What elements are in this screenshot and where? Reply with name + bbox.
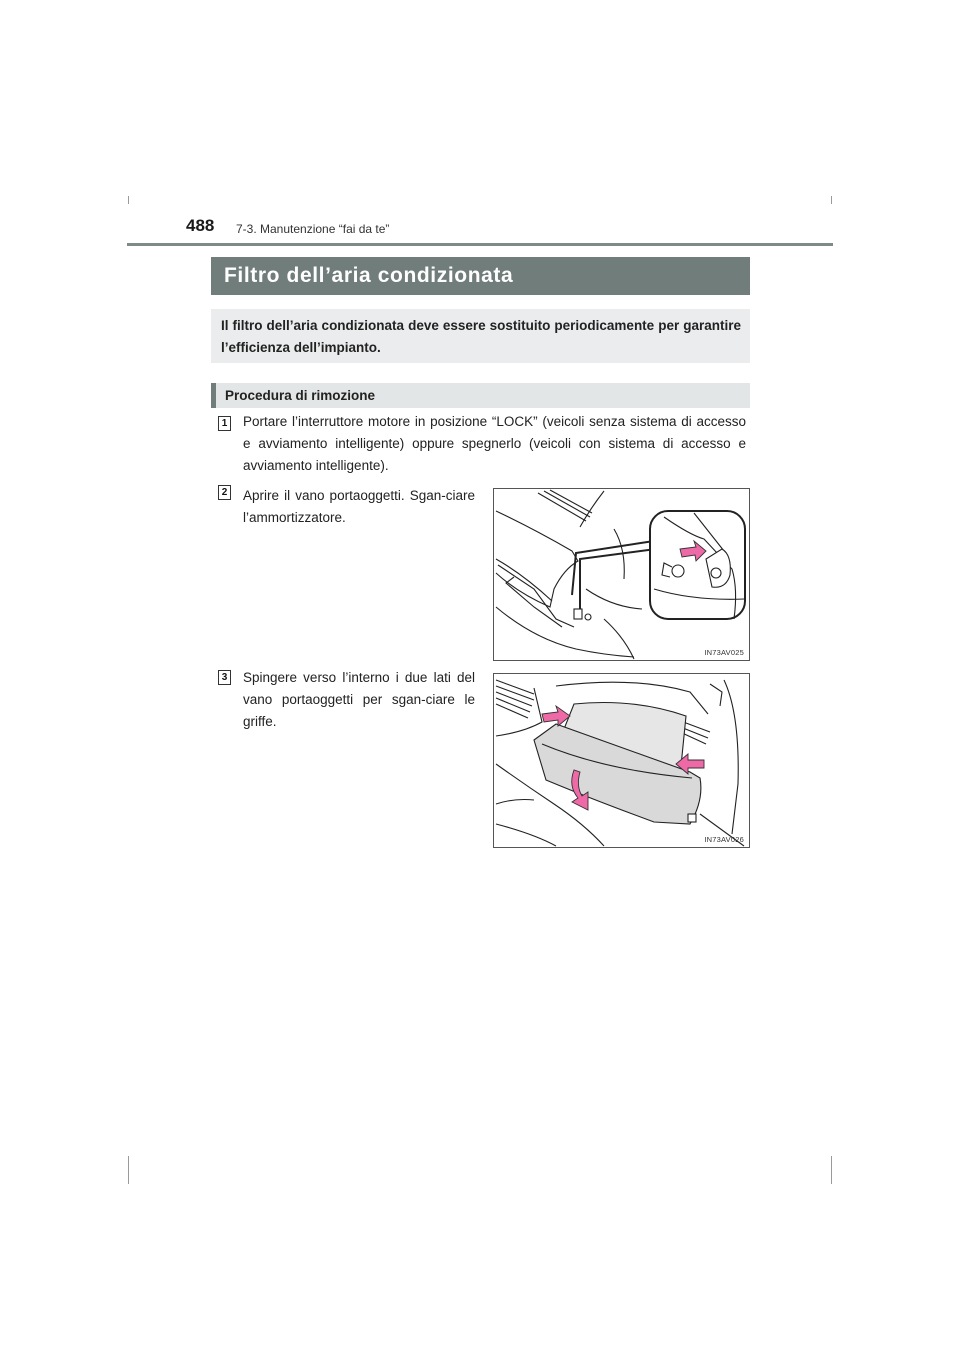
step-1-text: Portare l’interruttore motore in posizione “LOCK” (veicoli senza sistema di accesso e avviamento intelligente) oppure spegnerlo (veicoli con sistema di accesso e avviamento intelligente). <box>243 414 746 473</box>
page-title: Filtro dell’aria condizionata <box>211 257 750 295</box>
step-3-text: Spingere verso l’interno i due lati del vano portaoggetti per sgan-ciare le griffe. <box>243 670 475 729</box>
step-1-badge: 1 <box>218 416 231 431</box>
figure-glovebox-release <box>493 673 750 848</box>
step-2-text: Aprire il vano portaoggetti. Sgan-ciare l’ammortizzatore. <box>243 488 475 525</box>
page-number: 488 <box>186 216 215 235</box>
crop-mark <box>128 1156 129 1184</box>
crop-mark <box>831 196 832 204</box>
figure-code: IN73AV025 <box>704 648 744 657</box>
step-2-badge: 2 <box>218 485 231 500</box>
figure-glovebox-damper <box>493 488 750 661</box>
header-rule <box>127 243 833 246</box>
glovebox-release-illustration <box>494 674 749 847</box>
crop-mark <box>831 1156 832 1184</box>
glovebox-damper-illustration <box>494 489 749 660</box>
intro-text: Il filtro dell’aria condizionata deve essere sostituito periodicamente per garantire l’efficienza dell’impianto. <box>211 309 750 363</box>
procedure-heading <box>211 383 750 408</box>
section-reference: 7-3. Manutenzione “fai da te” <box>236 222 390 236</box>
crop-mark <box>128 196 129 204</box>
step-3-badge: 3 <box>218 670 231 685</box>
figure-code: IN73AV026 <box>704 835 744 844</box>
procedure-heading-label: Procedura di rimozione <box>225 388 376 403</box>
